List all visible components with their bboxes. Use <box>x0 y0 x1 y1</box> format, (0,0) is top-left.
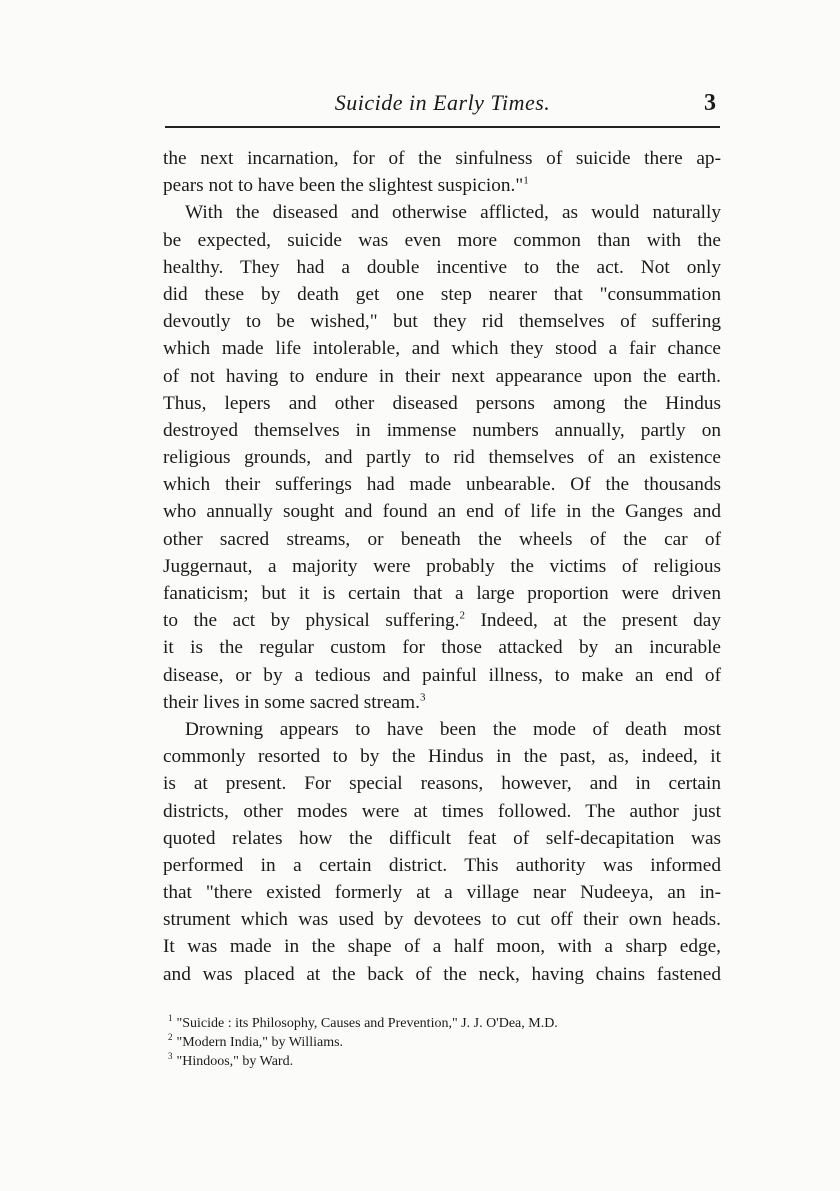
text-line <box>163 906 721 933</box>
footnote <box>168 1033 728 1052</box>
text-line <box>163 852 721 879</box>
text-line-content: It was made in the shape of a half moon, with a sharp edge, <box>163 936 721 958</box>
text-line-content: religious grounds, and partly to rid themselves of an existence <box>163 447 721 469</box>
text-line <box>163 417 721 444</box>
text-line-content: which made life intolerable, and which they stood a fair chance <box>163 338 721 360</box>
text-line-content: Juggernaut, a majority were probably the victims of religious <box>163 555 721 577</box>
text-line-continuation: Indeed, at the present day <box>464 610 721 632</box>
text-line <box>163 199 721 226</box>
text-line <box>163 498 721 525</box>
text-line <box>163 254 721 281</box>
footnote-reference: 2 <box>459 609 465 622</box>
text-line <box>163 879 721 906</box>
footnote-text: "Hindoos," by Ward. <box>176 1054 294 1069</box>
text-line-content: to the act by physical suffering. <box>163 610 460 632</box>
text-line-content: destroyed themselves in immense numbers annually, partly on <box>163 419 721 441</box>
text-line <box>163 145 721 172</box>
text-line-content: the next incarnation, for of the sinfulness of suicide there ap- <box>163 148 721 169</box>
footnote-reference: 3 <box>420 691 426 704</box>
text-line <box>163 471 721 498</box>
text-line-content: of not having to endure in their next appearance upon the earth. <box>163 365 721 387</box>
text-line <box>163 716 721 743</box>
text-line-content: their lives in some sacred stream. <box>163 691 421 713</box>
text-line <box>163 553 721 580</box>
footnote <box>168 1052 728 1071</box>
footnote <box>168 1014 728 1033</box>
text-line-content: and was placed at the back of the neck, having chains fastened <box>163 963 721 985</box>
text-line <box>163 335 721 362</box>
text-line-content: that "there existed formerly at a village near Nudeeya, an in- <box>163 882 721 904</box>
text-line-content: it is the regular custom for those attacked by an incurable <box>163 637 721 659</box>
text-line <box>163 662 721 689</box>
text-line-content: commonly resorted to by the Hindus in the past, as, indeed, it <box>163 746 721 768</box>
text-line <box>163 526 721 553</box>
text-line-content: disease, or by a tedious and painful illness, to make an end of <box>163 664 721 686</box>
text-line <box>163 689 721 716</box>
text-line-content: Drowning appears to have been the mode of death most <box>185 718 721 740</box>
text-line <box>163 607 721 634</box>
text-line-content: did these by death get one step nearer that "consummation <box>163 283 721 305</box>
text-line <box>163 363 721 390</box>
text-line-content: pears not to have been the slightest suspicion." <box>163 175 524 197</box>
text-line <box>163 933 721 960</box>
text-line-content: which their sufferings had made unbearable. Of the thousands <box>163 474 721 496</box>
text-line <box>163 634 721 661</box>
text-line-content: With the diseased and otherwise afflicted, as would naturally <box>185 202 721 224</box>
text-line <box>163 308 721 335</box>
footnote-text: "Suicide : its Philosophy, Causes and Prevention," J. J. O'Dea, M.D. <box>176 1016 558 1031</box>
text-line <box>163 825 721 852</box>
footnote-text: "Modern India," by Williams. <box>176 1035 344 1050</box>
text-line-content: performed in a certain district. This authority was informed <box>163 854 721 876</box>
running-head <box>165 88 720 118</box>
text-line <box>163 961 721 988</box>
text-line-content: healthy. They had a double incentive to the act. Not only <box>163 256 721 278</box>
text-line-content: is at present. For special reasons, however, and in certain <box>163 773 721 795</box>
text-line-content: who annually sought and found an end of life in the Ganges and <box>163 501 721 523</box>
text-line-content: devoutly to be wished," but they rid themselves of suffering <box>163 311 721 333</box>
text-line <box>163 444 721 471</box>
footnotes <box>168 1014 728 1071</box>
footnote-marker: 3 <box>168 1051 173 1062</box>
text-line-content: fanaticism; but it is certain that a large proportion were driven <box>163 583 721 604</box>
text-line-content: other sacred streams, or beneath the wheels of the car of <box>163 528 721 550</box>
page-number: 3 <box>704 90 716 116</box>
text-line <box>163 281 721 308</box>
footnote-marker: 2 <box>168 1032 173 1043</box>
text-line <box>163 580 721 607</box>
body-text <box>163 145 721 988</box>
running-title: Suicide in Early Times. <box>334 90 551 115</box>
footnote-reference: 1 <box>523 174 529 187</box>
text-line <box>163 227 721 254</box>
text-line-content: Thus, lepers and other diseased persons among the Hindus <box>163 392 721 414</box>
text-line <box>163 390 721 417</box>
text-line-content: districts, other modes were at times followed. The author just <box>163 800 721 822</box>
text-line-content: quoted relates how the difficult feat of self-decapitation was <box>163 827 721 849</box>
header-rule <box>165 126 720 128</box>
footnote-marker: 1 <box>168 1013 173 1024</box>
text-line <box>163 172 721 199</box>
text-line-content: strument which was used by devotees to cut off their own heads. <box>163 909 721 931</box>
text-line <box>163 798 721 825</box>
text-line <box>163 770 721 797</box>
text-line-content: be expected, suicide was even more common than with the <box>163 229 721 251</box>
text-line <box>163 743 721 770</box>
